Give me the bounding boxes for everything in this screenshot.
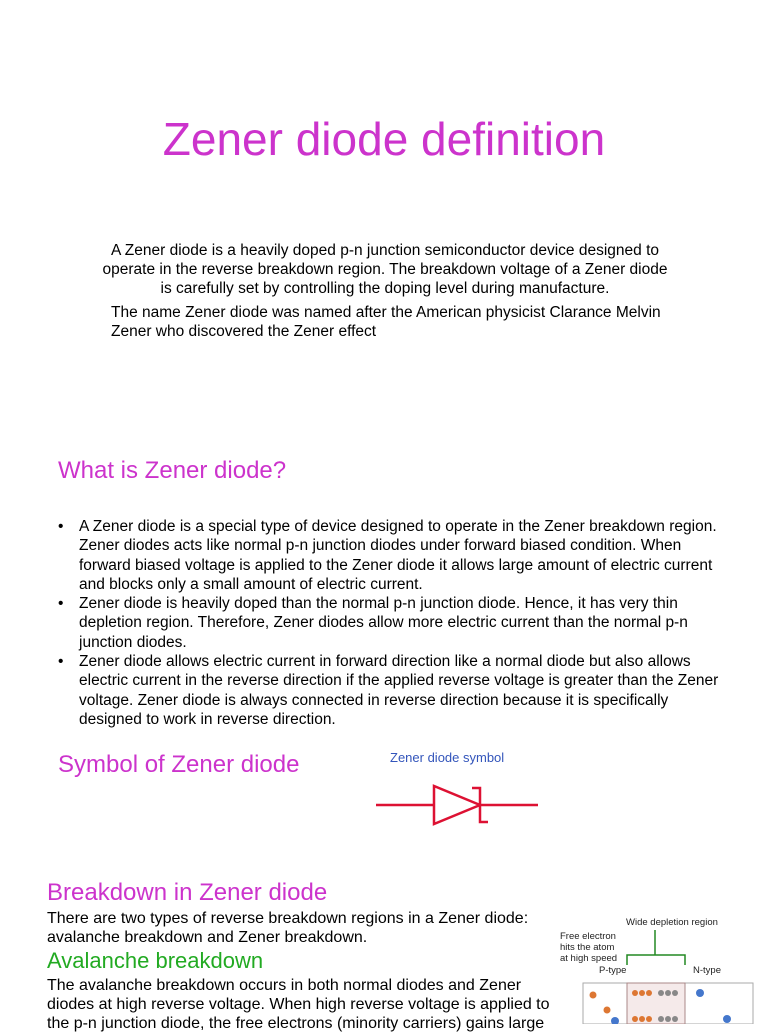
n-type-label: N-type — [693, 965, 721, 976]
zener-diode-symbol-icon — [370, 775, 550, 835]
bullet-item: • A Zener diode is a special type of device designed to operate in the Zener breakdown region. Zener diodes acts like normal p-n junction diodes under forward biased condition. When forward biased voltage is applied to the Zener diode it allows large amount of electric current and blocks only a small amount of electric current. — [55, 517, 723, 594]
definition-bullet-list — [55, 517, 723, 729]
symbol-heading: Symbol of Zener diode — [58, 751, 300, 778]
p-type-label: P-type — [599, 965, 627, 976]
bullet-item: • Zener diode is heavily doped than the normal p-n junction diode. Hence, it has very thin depletion region. Therefore, Zener diodes allow more electric current than the normal p-n junction diodes. — [55, 594, 723, 652]
intro-paragraph: A Zener diode is a heavily doped p-n junction semiconductor device designed to operate in the reverse breakdown region. The breakdown voltage of a Zener diode is carefully set by controlling the doping level during manufacture. — [102, 242, 668, 297]
symbol-figure-label: Zener diode symbol — [390, 750, 505, 765]
depletion-region-figure — [555, 915, 768, 1024]
breakdown-text: There are two types of reverse breakdown regions in a Zener diode: avalanche breakdown and Zener breakdown. — [47, 910, 529, 946]
breakdown-heading: Breakdown in Zener diode — [47, 879, 328, 906]
free-electron-label: Free electron hits the atom at high speed — [560, 931, 618, 964]
what-is-heading: What is Zener diode? — [58, 457, 287, 484]
avalanche-heading: Avalanche breakdown — [47, 948, 264, 973]
avalanche-text: The avalanche breakdown occurs in both normal diodes and Zener diodes at high reverse voltage. When high reverse voltage is applied to the p-n junction diode, the free electrons (minority carriers) gains large — [47, 977, 550, 1032]
bullet-item: • Zener diode allows electric current in forward direction like a normal diode but also allows electric current in the reverse direction if the applied reverse voltage is greater than the Zener voltage. Zener diode is always connected in reverse direction because it is specifically designed to work in reverse direction. — [55, 652, 723, 729]
depletion-diagram-icon — [555, 915, 768, 1024]
page-title: Zener diode definition — [162, 113, 606, 165]
wide-depletion-label: Wide depletion region — [626, 917, 718, 928]
intro-paragraph-name-origin: The name Zener diode was named after the American physicist Clarance Melvin Zener who discovered the Zener effect — [111, 304, 661, 340]
